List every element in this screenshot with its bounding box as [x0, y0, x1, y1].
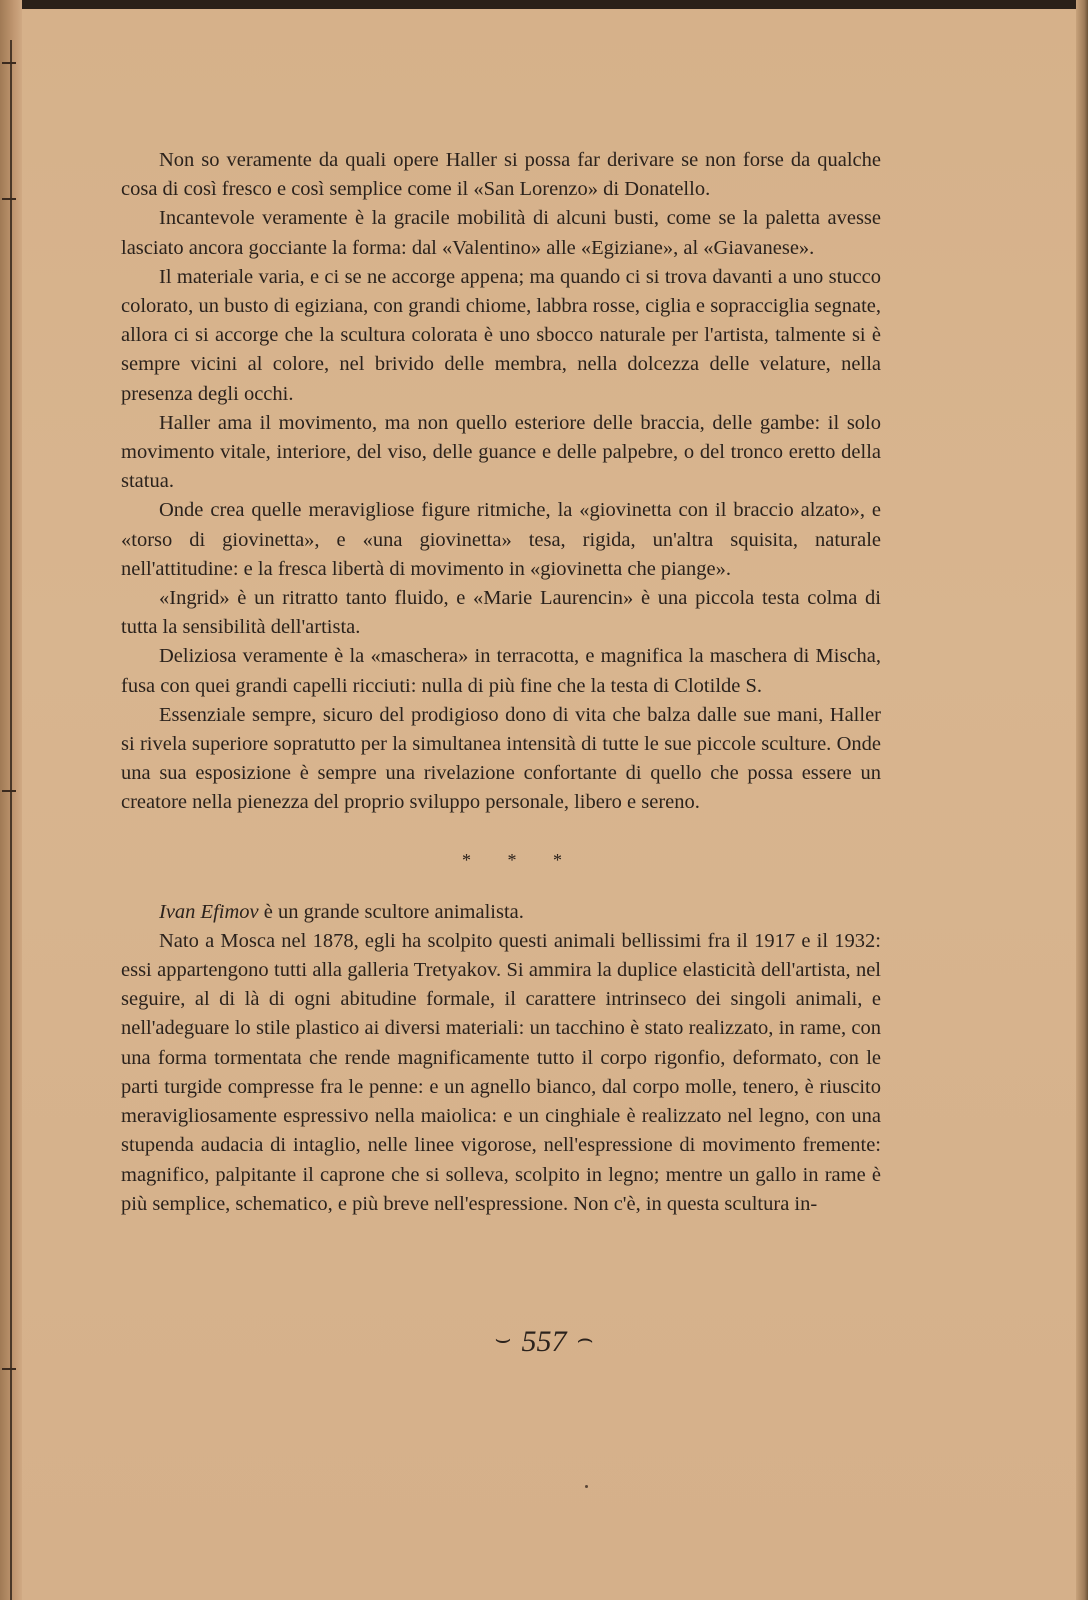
page-number-value: 557	[521, 1325, 567, 1358]
paragraph: Incantevole veramente è la gracile mobilità di alcuni busti, come se la paletta avesse lasciato ancora gocciante la forma: dal «Valentino» alle «Egiziane», al «Giavanese».	[121, 207, 881, 259]
body-text	[121, 146, 881, 1219]
binding-tick	[2, 790, 16, 792]
binding-tick	[2, 62, 16, 64]
folio-ornament-right: ⌢	[576, 1324, 594, 1353]
intro-sentence: è un grande scultore animalista.	[258, 900, 524, 923]
paragraph: Non so veramente da quali opere Haller si possa far derivare se non forse da qualche cosa di così fresco e così semplice come il «San Lorenzo» di Donatello.	[121, 149, 881, 201]
paragraph: «Ingrid» è un ritratto tanto fluido, e «Marie Laurencin» è una piccola testa colma di tutta la sensibilità dell'artista.	[121, 587, 881, 639]
paragraph: Deliziosa veramente è la «maschera» in terracotta, e magnifica la maschera di Mischa, fusa con quei grandi capelli ricciuti: nulla di più fine che la testa di Clotilde S.	[121, 645, 881, 697]
paragraph: Onde crea quelle meravigliose figure ritmiche, la «giovinetta con il braccio alzato», e «torso di giovinetta», e «una giovinetta» tesa, rigida, un'altra squisita, naturale nell'attitudine: e la fresca libertà di movimento in «giovinetta che piange».	[121, 499, 881, 580]
binding-tick	[2, 1368, 16, 1370]
paragraph: Nato a Mosca nel 1878, egli ha scolpito questi animali bellissimi fra il 1917 e il 1932: essi appartengono tutti alla galleria Tretyakov. Si ammira la duplice elasticità dell'artista, nel seguire, al di là di ogni abitudine formale, il carattere intrinseco dei singoli animali, e nell'adeguare lo stile plastico ai diversi materiali: un tacchino è stato realizzato, in rame, con una forma tormentata che rende magnificamente tutto il corpo rigonfio, deformato, con le parti turgide compresse fra le penne: e un agnello bianco, dal corpo molle, tenero, è riuscito meravigliosamente espressivo nella maiolica: e un cinghiale è realizzato nel legno, con una stupenda audacia di intaglio, nelle linee vigorose, nell'espressione di movimento fremente: magnifico, palpitante il caprone che si solleva, scolpito in legno; mentre un gallo in rame è più semplice, schematico, e più breve nell'espressione. Non c'è, in questa scultura in-	[121, 929, 881, 1215]
binding-rule	[10, 40, 12, 1600]
page-right-edge	[1076, 0, 1088, 1600]
paragraph: Il materiale varia, e ci se ne accorge appena; ma quando ci si trova davanti a uno stucco colorato, un busto di egiziana, con grandi chiome, labbra rosse, ciglia e sopracciglia segnate, allora ci si accorge che la scultura colorata è uno sbocco naturale per l'artista, talmente si è sempre vicini al colore, nel brivido delle membra, nella dolcezza delle velature, nella presenza degli occhi.	[121, 265, 881, 405]
speck	[585, 1485, 588, 1488]
binding-tick	[2, 198, 16, 200]
author-name: Ivan Efimov	[159, 900, 259, 923]
page-top-edge	[0, 0, 1088, 9]
paragraph: Haller ama il movimento, ma non quello esteriore delle braccia, delle gambe: il solo movimento vitale, interiore, del viso, delle guance e delle palpebre, o del tronco eretto della statua.	[121, 411, 881, 493]
paragraph: Essenziale sempre, sicuro del prodigioso dono di vita che balza dalle sue mani, Haller si rivela superiore sopratutto per la simultanea intensità di tutte le sue piccole sculture. Onde una sua esposizione è sempre una rivelazione confortante di quello che possa essere un creatore nella pienezza del proprio sviluppo personale, libero e sereno.	[121, 703, 881, 814]
section-separator: * * *	[462, 849, 578, 870]
section-intro	[121, 898, 881, 927]
page-number	[0, 1325, 1088, 1359]
folio-ornament-left: ⌣	[494, 1324, 512, 1353]
